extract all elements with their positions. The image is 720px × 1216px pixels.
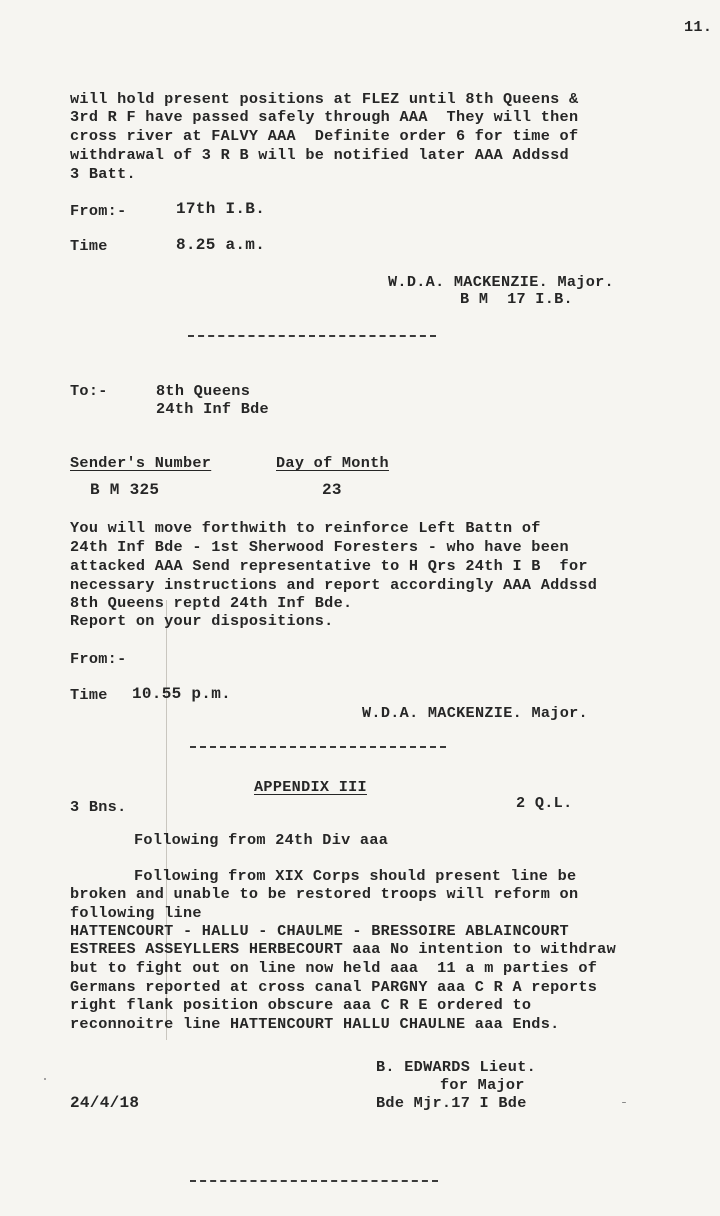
msg1-time-label: Time (70, 237, 108, 255)
separator-line (188, 335, 436, 337)
msg2-to-line: 8th Queens (156, 382, 251, 400)
msg1-line: will hold present positions at FLEZ until 8th Queens & (70, 90, 579, 108)
msg2-line: Report on your dispositions. (70, 612, 334, 630)
appendix-line: broken and unable to be restored troops will reform on (70, 885, 579, 903)
appendix-line: following line (70, 904, 202, 922)
msg1-line: withdrawal of 3 R B will be notified later AAA Addssd (70, 146, 569, 164)
msg2-line: You will move forthwith to reinforce Left Battn of (70, 519, 541, 537)
msg1-signature: W.D.A. MACKENZIE. Major. (388, 273, 614, 291)
msg1-line: 3rd R F have passed safely through AAA They will then (70, 108, 579, 126)
appendix-heading: APPENDIX III (254, 778, 367, 796)
msg2-time-value: 10.55 p.m. (132, 685, 232, 703)
appendix-date: 24/4/18 (70, 1094, 140, 1112)
appendix-right-note: 2 Q.L. (516, 794, 573, 812)
msg2-to-label: To:- (70, 382, 108, 400)
msg1-from-label: From:- (70, 202, 127, 220)
msg2-line: 24th Inf Bde - 1st Sherwood Foresters - who have been (70, 538, 569, 556)
page-number: 11. (684, 18, 713, 36)
appendix-line: Following from XIX Corps should present line be (134, 867, 577, 885)
msg2-line: necessary instructions and report accordingly AAA Addssd (70, 576, 598, 594)
appendix-left-note: 3 Bns. (70, 798, 127, 816)
msg2-line: 8th Queens reptd 24th Inf Bde. (70, 594, 353, 612)
sender-number-label: Sender's Number (70, 454, 212, 472)
sender-number: B M 325 (90, 481, 160, 499)
appendix-line: but to fight out on line now held aaa 11 a m parties of (70, 959, 598, 977)
msg1-signature-unit: B M 17 I.B. (460, 290, 573, 308)
paper-speck (622, 1102, 626, 1103)
separator-line (190, 1180, 438, 1182)
day-of-month: 23 (322, 481, 342, 499)
msg2-from-label: From:- (70, 650, 127, 668)
appendix-line: ESTREES ASSEYLLERS HERBECOURT aaa No intention to withdraw (70, 940, 617, 958)
msg1-line: 3 Batt. (70, 165, 136, 183)
msg2-signature: W.D.A. MACKENZIE. Major. (362, 704, 588, 722)
msg2-to-line: 24th Inf Bde (156, 400, 269, 418)
msg1-from-value: 17th I.B. (176, 200, 266, 218)
separator-line (190, 746, 446, 748)
appendix-intro: Following from 24th Div aaa (134, 831, 389, 849)
day-of-month-label: Day of Month (276, 454, 389, 472)
appendix-signer: B. EDWARDS Lieut. (376, 1058, 537, 1076)
msg2-time-label: Time (70, 686, 108, 704)
appendix-line: Germans reported at cross canal PARGNY aaa C R A reports (70, 978, 598, 996)
appendix-line: reconnoitre line HATTENCOURT HALLU CHAULNE aaa Ends. (70, 1015, 560, 1033)
msg1-line: cross river at FALVY AAA Definite order 6 for time of (70, 127, 579, 145)
msg1-time-value: 8.25 a.m. (176, 236, 266, 254)
msg2-line: attacked AAA Send representative to H Qrs 24th I B for (70, 557, 588, 575)
appendix-for-line: for Major (440, 1076, 525, 1094)
appendix-role: Bde Mjr.17 I Bde (376, 1094, 527, 1112)
appendix-line: right flank position obscure aaa C R E ordered to (70, 996, 532, 1014)
appendix-line: HATTENCOURT - HALLU - CHAULME - BRESSOIRE ABLAINCOURT (70, 922, 569, 940)
paper-speck (44, 1078, 46, 1080)
